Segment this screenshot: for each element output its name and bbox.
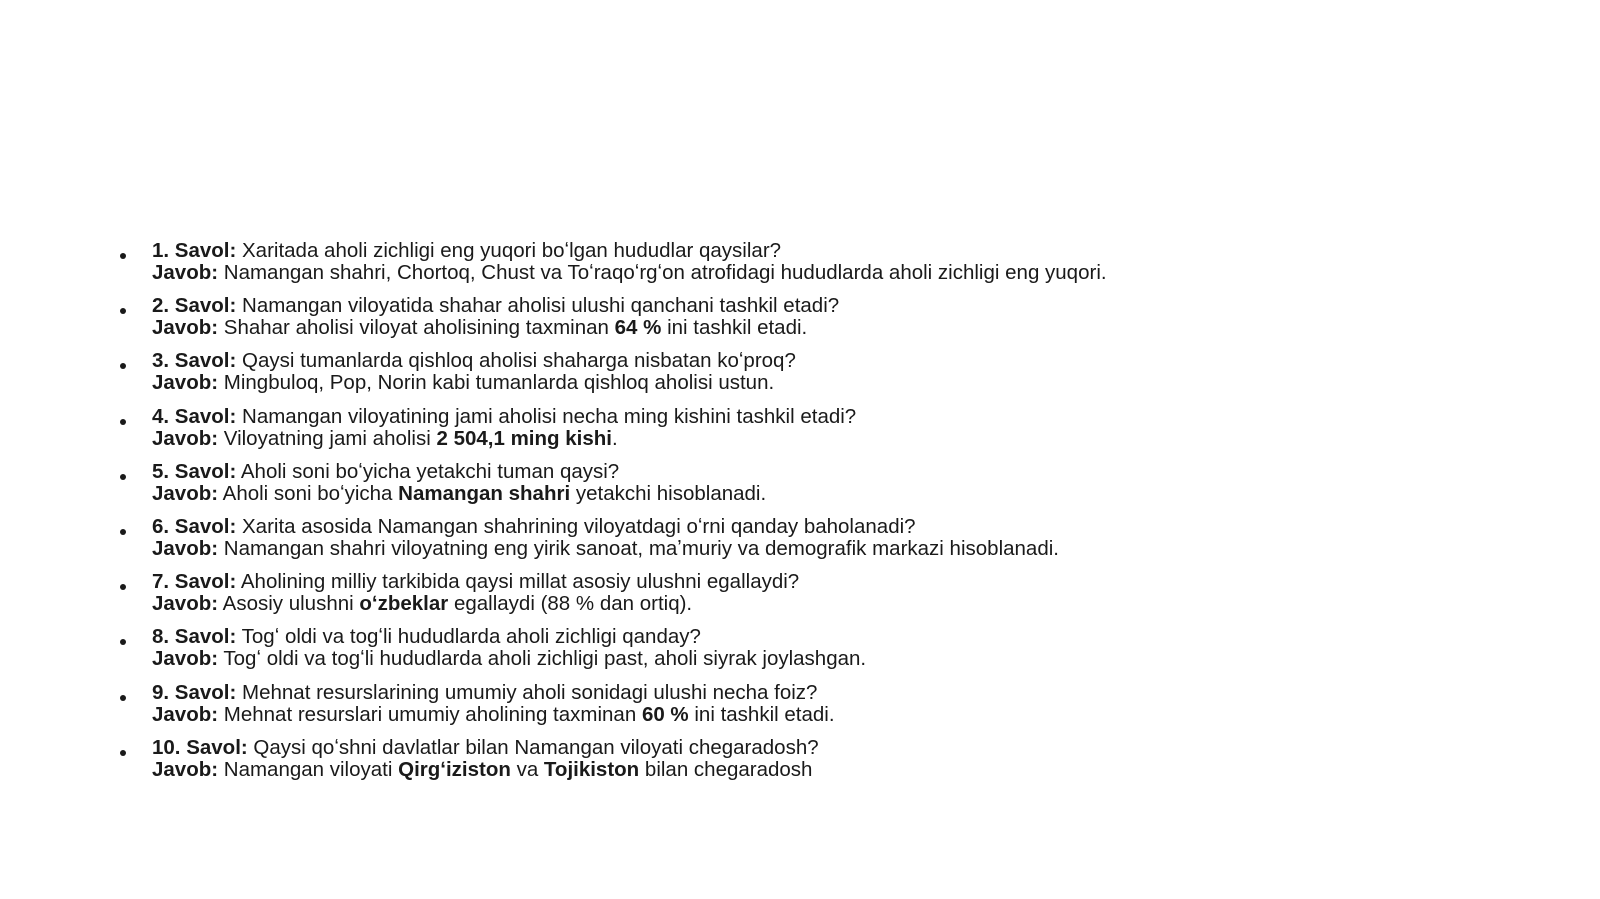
question-text: Namangan viloyatida shahar aholisi ulushi qanchani tashkil etadi? <box>236 294 840 318</box>
bullet-icon <box>120 750 126 756</box>
answer-text: Namangan shahri viloyatning eng yirik sanoat, maʼmuriy va demografik markazi hisoblanadi. <box>218 536 1059 560</box>
question-label: 3. Savol: <box>152 349 237 373</box>
answer-text: Namangan viloyati <box>218 757 399 781</box>
answer-label: Javob: <box>152 592 219 616</box>
answer-text: egallaydi (88 % dan ortiq). <box>448 592 693 616</box>
answer-text: bilan chegaradosh <box>639 757 813 781</box>
question-label: 7. Savol: <box>152 570 237 594</box>
question-line <box>152 626 1518 648</box>
question-line <box>152 682 1518 704</box>
qa-item <box>118 406 1518 450</box>
answer-line <box>152 372 1518 394</box>
answer-highlight: 2 504,1 ming kishi <box>436 426 612 450</box>
answer-text: Mingbuloq, Pop, Norin kabi tumanlarda qishloq aholisi ustun. <box>218 371 775 395</box>
answer-highlight: 60 % <box>641 702 689 726</box>
question-line <box>152 516 1518 538</box>
question-line <box>152 737 1518 759</box>
question-label: 2. Savol: <box>152 294 237 318</box>
qa-list <box>118 240 1518 792</box>
question-label: 8. Savol: <box>152 625 237 649</box>
answer-label: Javob: <box>152 261 219 284</box>
answer-text: ini tashkil etadi. <box>661 316 808 340</box>
answer-text: . <box>611 426 618 450</box>
question-label: 5. Savol: <box>152 459 237 483</box>
question-label: 6. Savol: <box>152 514 237 538</box>
question-line <box>152 350 1518 372</box>
question-label: 9. Savol: <box>152 680 237 704</box>
qa-item <box>118 240 1518 284</box>
question-line <box>152 240 1518 262</box>
answer-label: Javob: <box>152 481 219 505</box>
qa-item <box>118 516 1518 560</box>
question-label: 1. Savol: <box>152 239 237 262</box>
answer-line <box>152 648 1518 670</box>
bullet-icon <box>120 253 126 259</box>
answer-label: Javob: <box>152 757 219 781</box>
bullet-icon <box>120 419 126 425</box>
answer-text: Asosiy ulushni <box>218 592 360 616</box>
answer-label: Javob: <box>152 536 219 560</box>
answer-highlight: oʻzbeklar <box>359 592 449 616</box>
question-text: Xaritada aholi zichligi eng yuqori boʻlgan hududlar qaysilar? <box>236 239 782 262</box>
answer-highlight: Namangan shahri <box>398 481 571 505</box>
question-line <box>152 571 1518 593</box>
answer-text: va <box>510 757 544 781</box>
answer-line <box>152 593 1518 615</box>
answer-text: Aholi soni boʻyicha <box>218 481 399 505</box>
question-text: Mehnat resurslarining umumiy aholi sonidagi ulushi necha foiz? <box>236 680 818 704</box>
question-text: Togʻ oldi va togʻli hududlarda aholi zichligi qanday? <box>236 625 701 649</box>
question-line <box>152 295 1518 317</box>
answer-line <box>152 759 1518 781</box>
answer-line <box>152 317 1518 339</box>
answer-label: Javob: <box>152 316 219 340</box>
question-text: Aholi soni boʻyicha yetakchi tuman qaysi? <box>236 459 620 483</box>
answer-label: Javob: <box>152 426 219 450</box>
question-label: 4. Savol: <box>152 404 237 428</box>
answer-highlight: 64 % <box>614 316 662 340</box>
answer-highlight: Qirgʻiziston <box>398 757 511 781</box>
answer-text: yetakchi hisoblanadi. <box>570 481 767 505</box>
question-line <box>152 406 1518 428</box>
answer-text: Mehnat resurslari umumiy aholining taxminan <box>218 702 642 726</box>
question-text: Xarita asosida Namangan shahrining viloyatdagi oʻrni qanday baholanadi? <box>236 514 916 538</box>
answer-label: Javob: <box>152 647 219 671</box>
qa-item <box>118 295 1518 339</box>
qa-item <box>118 350 1518 394</box>
bullet-icon <box>120 363 126 369</box>
answer-line <box>152 428 1518 450</box>
answer-line <box>152 538 1518 560</box>
question-line <box>152 461 1518 483</box>
question-text: Qaysi qoʻshni davlatlar bilan Namangan viloyati chegaradosh? <box>247 735 819 759</box>
answer-text: Togʻ oldi va togʻli hududlarda aholi zichligi past, aholi siyrak joylashgan. <box>218 647 867 671</box>
bullet-icon <box>120 695 126 701</box>
bullet-icon <box>120 474 126 480</box>
answer-label: Javob: <box>152 702 219 726</box>
qa-item <box>118 571 1518 615</box>
qa-item <box>118 461 1518 505</box>
bullet-icon <box>120 529 126 535</box>
bullet-icon <box>120 639 126 645</box>
answer-text: Namangan shahri, Chortoq, Chust va Toʻraqoʻrgʻon atrofidagi hududlarda aholi zichligi eng yuqori. <box>218 261 1107 284</box>
bullet-icon <box>120 308 126 314</box>
answer-highlight: Tojikiston <box>543 757 640 781</box>
answer-text: ini tashkil etadi. <box>688 702 835 726</box>
answer-line <box>152 262 1518 284</box>
qa-item <box>118 682 1518 726</box>
bullet-icon <box>120 584 126 590</box>
question-text: Namangan viloyatining jami aholisi necha ming kishini tashkil etadi? <box>236 404 857 428</box>
qa-item <box>118 737 1518 781</box>
qa-item <box>118 626 1518 670</box>
answer-line <box>152 483 1518 505</box>
question-text: Aholining milliy tarkibida qaysi millat asosiy ulushni egallaydi? <box>236 570 800 594</box>
question-label: 10. Savol: <box>152 735 248 759</box>
answer-line <box>152 704 1518 726</box>
question-text: Qaysi tumanlarda qishloq aholisi shaharga nisbatan koʻproq? <box>236 349 796 373</box>
answer-text: Viloyatning jami aholisi <box>218 426 437 450</box>
answer-label: Javob: <box>152 371 219 395</box>
answer-text: Shahar aholisi viloyat aholisining taxminan <box>218 316 615 340</box>
